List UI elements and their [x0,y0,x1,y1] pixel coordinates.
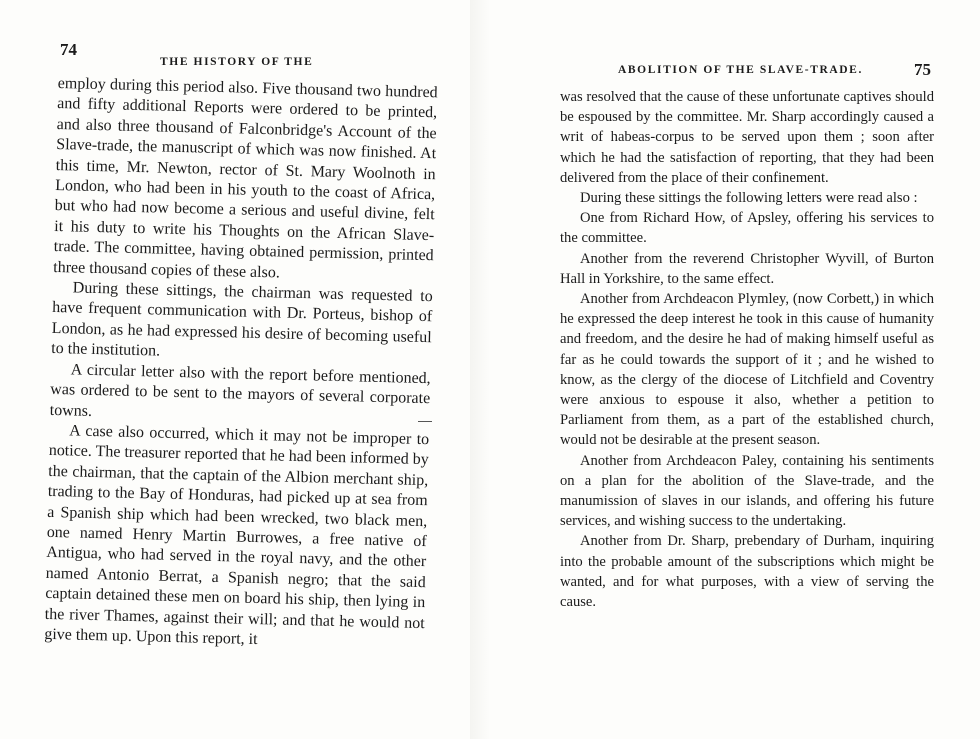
paragraph: Another from the reverend Christopher Wyvill, of Burton Hall in Yorkshire, to the same effect. [560,250,934,287]
paragraph: One from Richard How, of Apsley, offering his services to the committee. [560,210,934,247]
running-head: THE HISTORY OF THE [160,56,314,68]
page-body [560,87,934,612]
paragraph: A case also occurred, which it may not be improper to notice. The treasurer reported that he had been informed by the chairman, that the captain of the Albion merchant ship, trading to the Bay of Honduras, had picked up at sea from a Spanish ship which had been wrecked, two black men, one named Henry Martin Burrowes, a free native of Antigua, who had served in the royal navy, and the other named Antonio Berrat, a Spanish negro; that the said captain detained these men on board his ship, then lying in the river Thames, against their will; and that he would not give them up. Upon this report, it [44,422,430,649]
right-page [490,0,980,739]
left-page [0,0,470,739]
paragraph: During these sittings the following letters were read also : [580,190,918,207]
paragraph: Another from Dr. Sharp, prebendary of Durham, inquiring into the probable amount of the subscriptions which might be wanted, and for what purposes, with a view of serving the cause. [560,533,934,611]
paragraph: Another from Archdeacon Paley, containing his sentiments on a plan for the abolition of the Slave-trade, and the manumission of slaves in our islands, and offering his future services, and wishing success to the undertaking. [560,452,934,530]
page-body [44,74,438,654]
paragraph: A circular letter also with the report before mentioned, was ordered to be sent to the mayors of several corporate towns. [49,361,431,420]
paragraph: Another from Archdeacon Plymley, (now Corbett,) in which he expressed the deep interest he took in this cause of humanity and freedom, and the desire he had of making himself useful as far as he could towards the support of it ; and he wished to know, as the clergy of the diocese of Litchfield and Coventry were anxious to espouse it also, whether a petition to Parliament from them, as a part of the established church, would not be desirable at the present season. [560,291,934,449]
running-head: ABOLITION OF THE SLAVE-TRADE. [618,64,863,76]
gutter [470,0,490,739]
page-number: 74 [60,40,77,59]
stray-rule [418,421,432,422]
paragraph: was resolved that the cause of these unfortunate captives should be espoused by the committee. Mr. Sharp accordingly caused a writ of habeas-corpus to be served upon them ; soon after which he had the satisfaction of reporting, that they had been delivered from the place of their confinement. [560,89,934,186]
page-number: 75 [914,60,931,79]
paragraph: During these sittings, the chairman was requested to have frequent communication with Dr. Porteus, bishop of London, as he had expressed his desire of becoming useful to the institution. [51,279,433,360]
paragraph: employ during this period also. Five thousand two hundred and fifty additional Reports were ordered to be printed, and also three thousand of Falconbridge's Account of the Slave-trade, the manuscript of which was now finished. At this time, Mr. Newton, rector of St. Mary Woolnoth in London, who had been in his youth to the coast of Africa, but who had now become a serious and useful divine, felt it his duty to write his Thoughts on the African Slave-trade. The committee, having obtained permission, printed three thousand copies of these also. [53,74,438,282]
